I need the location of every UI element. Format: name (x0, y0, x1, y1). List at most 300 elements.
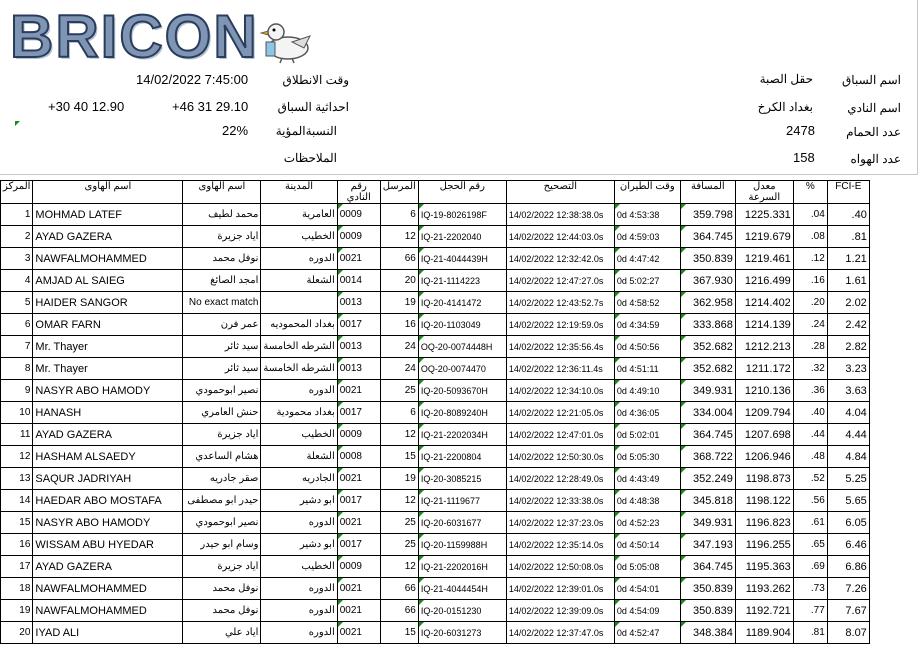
cell-club-number: 0017 (337, 534, 380, 556)
cell-city: الدوره (261, 380, 337, 402)
green-corner-mark (15, 121, 20, 126)
cell-percent: .20 (793, 292, 827, 314)
cell-percent: .04 (793, 204, 827, 226)
table-row (1, 204, 870, 226)
club-value: بغداد الكرخ (757, 100, 813, 114)
cell-average-speed: 1189.904 (735, 622, 793, 644)
cell-fancier-name-en: NAWFALMOHAMMED (33, 248, 183, 270)
cell-fci-e: 5.25 (827, 468, 869, 490)
cell-corrected-time: 14/02/2022 12:37:23.0s (506, 512, 614, 534)
cell-city: الدوره (261, 248, 337, 270)
cell-fci-e: .40 (827, 204, 869, 226)
cell-fancier-name-ar: امجد الصائغ (183, 270, 261, 292)
cell-distance: 352.682 (680, 358, 735, 380)
cell-club-number: 0009 (337, 226, 380, 248)
cell-distance: 368.722 (680, 446, 735, 468)
results-table (0, 180, 870, 644)
cell-average-speed: 1192.721 (735, 600, 793, 622)
column-header-rank: المركز (1, 181, 33, 204)
column-header-flight-time: وقت الطيران (614, 181, 680, 204)
cell-average-speed: 1206.946 (735, 446, 793, 468)
cell-corrected-time: 14/02/2022 12:28:49.0s (506, 468, 614, 490)
cell-fancier-name-en: HASHAM ALSAEDY (33, 446, 183, 468)
cell-ring-number: IQ-21-2200804 (418, 446, 506, 468)
cell-rank: 2 (1, 226, 33, 248)
cell-fancier-name-en: AMJAD AL SAIEG (33, 270, 183, 292)
cell-flight-time: 0d 4:54:09 (614, 600, 680, 622)
column-header-fancier-name-ar: اسم الهاوى (183, 181, 261, 204)
cell-fci-e: .81 (827, 226, 869, 248)
table-row (1, 468, 870, 490)
cell-distance: 345.818 (680, 490, 735, 512)
fanciers-value: 158 (793, 150, 815, 165)
cell-fancier-name-ar: اياد جزيرة (183, 226, 261, 248)
cell-city: العامرية (261, 204, 337, 226)
cell-rank: 17 (1, 556, 33, 578)
cell-fancier-name-en: Mr. Thayer (33, 336, 183, 358)
cell-corrected-time: 14/02/2022 12:21:05.0s (506, 402, 614, 424)
cell-club-number: 0009 (337, 204, 380, 226)
cell-club-number: 0021 (337, 578, 380, 600)
cell-corrected-time: 14/02/2022 12:39:09.0s (506, 600, 614, 622)
column-header-distance: المسافة (680, 181, 735, 204)
cell-fci-e: 2.02 (827, 292, 869, 314)
cell-sender: 25 (380, 534, 418, 556)
cell-fci-e: 6.05 (827, 512, 869, 534)
cell-distance: 350.839 (680, 578, 735, 600)
cell-flight-time: 0d 4:36:05 (614, 402, 680, 424)
cell-fci-e: 3.63 (827, 380, 869, 402)
cell-fancier-name-en: HANASH (33, 402, 183, 424)
cell-fancier-name-ar: اياد علي (183, 622, 261, 644)
cell-distance: 349.931 (680, 512, 735, 534)
cell-corrected-time: 14/02/2022 12:32:42.0s (506, 248, 614, 270)
cell-average-speed: 1211.172 (735, 358, 793, 380)
cell-ring-number: OQ-20-0074470 (418, 358, 506, 380)
cell-sender: 66 (380, 578, 418, 600)
table-row (1, 380, 870, 402)
cell-distance: 348.384 (680, 622, 735, 644)
cell-fancier-name-en: AYAD GAZERA (33, 226, 183, 248)
cell-sender: 20 (380, 270, 418, 292)
cell-fci-e: 6.86 (827, 556, 869, 578)
cell-corrected-time: 14/02/2022 12:35:56.4s (506, 336, 614, 358)
cell-fancier-name-ar: نوفل محمد (183, 248, 261, 270)
column-header-city: المدينة (261, 181, 337, 204)
cell-percent: .28 (793, 336, 827, 358)
cell-fancier-name-ar: نصير ابوحمودي (183, 380, 261, 402)
cell-fancier-name-en: AYAD GAZERA (33, 424, 183, 446)
table-row (1, 424, 870, 446)
coord-e: +30 40 12.90 (48, 99, 125, 114)
race-label: اسم السباق (842, 73, 901, 87)
birds-value: 2478 (786, 123, 815, 138)
cell-distance: 362.958 (680, 292, 735, 314)
table-row (1, 556, 870, 578)
cell-flight-time: 0d 4:50:56 (614, 336, 680, 358)
cell-percent: .24 (793, 314, 827, 336)
table-row (1, 512, 870, 534)
cell-flight-time: 0d 5:05:30 (614, 446, 680, 468)
cell-fancier-name-en: IYAD ALI (33, 622, 183, 644)
cell-flight-time: 0d 4:54:01 (614, 578, 680, 600)
cell-sender: 12 (380, 424, 418, 446)
cell-fci-e: 2.42 (827, 314, 869, 336)
cell-fancier-name-en: NASYR ABO HAMODY (33, 512, 183, 534)
cell-average-speed: 1209.794 (735, 402, 793, 424)
cell-percent: .77 (793, 600, 827, 622)
cell-average-speed: 1216.499 (735, 270, 793, 292)
cell-average-speed: 1196.255 (735, 534, 793, 556)
cell-flight-time: 0d 4:43:49 (614, 468, 680, 490)
cell-distance: 359.798 (680, 204, 735, 226)
cell-sender: 12 (380, 226, 418, 248)
cell-rank: 4 (1, 270, 33, 292)
release-value: 14/02/2022 7:45:00 (136, 72, 249, 87)
cell-distance: 347.193 (680, 534, 735, 556)
cell-flight-time: 0d 4:58:52 (614, 292, 680, 314)
cell-rank: 12 (1, 446, 33, 468)
column-header-corrected-time: التصحيح (506, 181, 614, 204)
table-body (1, 204, 870, 644)
cell-fancier-name-ar: عمر فرن (183, 314, 261, 336)
cell-average-speed: 1196.823 (735, 512, 793, 534)
cell-club-number: 0009 (337, 556, 380, 578)
cell-rank: 5 (1, 292, 33, 314)
table-row (1, 226, 870, 248)
cell-average-speed: 1219.679 (735, 226, 793, 248)
cell-flight-time: 0d 5:02:01 (614, 424, 680, 446)
cell-distance: 333.868 (680, 314, 735, 336)
cell-ring-number: IQ-19-8026198F (418, 204, 506, 226)
cell-ring-number: IQ-21-2202016H (418, 556, 506, 578)
table-row (1, 270, 870, 292)
cell-ring-number: IQ-21-2202034H (418, 424, 506, 446)
cell-percent: .16 (793, 270, 827, 292)
table-row (1, 534, 870, 556)
pigeon-icon (258, 16, 314, 64)
cell-sender: 6 (380, 204, 418, 226)
cell-distance: 350.839 (680, 600, 735, 622)
cell-fancier-name-ar: نوفل محمد (183, 578, 261, 600)
cell-ring-number: IQ-20-1159988H (418, 534, 506, 556)
cell-ring-number: IQ-20-5093670H (418, 380, 506, 402)
cell-distance: 364.745 (680, 556, 735, 578)
cell-sender: 15 (380, 622, 418, 644)
column-header-fci-e: FCI-E (827, 181, 869, 204)
cell-corrected-time: 14/02/2022 12:33:38.0s (506, 490, 614, 512)
cell-average-speed: 1207.698 (735, 424, 793, 446)
cell-corrected-time: 14/02/2022 12:47:01.0s (506, 424, 614, 446)
table-row (1, 446, 870, 468)
cell-ring-number: IQ-20-6031273 (418, 622, 506, 644)
cell-fancier-name-ar: سيد ثائر (183, 336, 261, 358)
cell-corrected-time: 14/02/2022 12:35:14.0s (506, 534, 614, 556)
cell-sender: 24 (380, 358, 418, 380)
cell-flight-time: 0d 5:02:27 (614, 270, 680, 292)
cell-club-number: 0021 (337, 622, 380, 644)
cell-ring-number: IQ-21-1119677 (418, 490, 506, 512)
cell-distance: 352.249 (680, 468, 735, 490)
cell-sender: 66 (380, 248, 418, 270)
cell-fancier-name-ar: محمد لطيف (183, 204, 261, 226)
cell-sender: 24 (380, 336, 418, 358)
cell-corrected-time: 14/02/2022 12:43:52.7s (506, 292, 614, 314)
cell-fci-e: 4.44 (827, 424, 869, 446)
table-row (1, 358, 870, 380)
cell-percent: .73 (793, 578, 827, 600)
cell-city: بغداد محمودية (261, 402, 337, 424)
cell-city: ابو دشير (261, 490, 337, 512)
cell-corrected-time: 14/02/2022 12:44:03.0s (506, 226, 614, 248)
cell-fancier-name-ar: حيدر ابو مصطفى (183, 490, 261, 512)
cell-percent: .40 (793, 402, 827, 424)
cell-flight-time: 0d 4:47:42 (614, 248, 680, 270)
cell-sender: 15 (380, 446, 418, 468)
cell-fancier-name-en: Mr. Thayer (33, 358, 183, 380)
cell-sender: 25 (380, 380, 418, 402)
cell-club-number: 0008 (337, 446, 380, 468)
cell-flight-time: 0d 5:05:08 (614, 556, 680, 578)
release-label: وقت الانطلاق (282, 73, 349, 87)
cell-distance: 350.839 (680, 248, 735, 270)
cell-flight-time: 0d 4:52:23 (614, 512, 680, 534)
cell-average-speed: 1212.213 (735, 336, 793, 358)
cell-city: الخطيب (261, 226, 337, 248)
cell-flight-time: 0d 4:53:38 (614, 204, 680, 226)
cell-percent: .32 (793, 358, 827, 380)
bricon-logo: BRICON (8, 6, 308, 66)
cell-corrected-time: 14/02/2022 12:19:59.0s (506, 314, 614, 336)
cell-fci-e: 1.21 (827, 248, 869, 270)
cell-rank: 10 (1, 402, 33, 424)
cell-city: الدوره (261, 622, 337, 644)
cell-rank: 3 (1, 248, 33, 270)
race-value: حقل الصبة (759, 72, 813, 86)
cell-city (261, 292, 337, 314)
cell-club-number: 0017 (337, 402, 380, 424)
cell-average-speed: 1198.122 (735, 490, 793, 512)
cell-fancier-name-ar: اياد جزيرة (183, 556, 261, 578)
column-header-ring-number: رقم الحجل (418, 181, 506, 204)
cell-fancier-name-ar: هشام الساعدي (183, 446, 261, 468)
cell-corrected-time: 14/02/2022 12:34:10.0s (506, 380, 614, 402)
cell-city: الخطيب (261, 556, 337, 578)
percent-value: 22% (222, 123, 249, 138)
cell-average-speed: 1214.139 (735, 314, 793, 336)
cell-fancier-name-en: NASYR ABO HAMODY (33, 380, 183, 402)
cell-fancier-name-en: WISSAM ABU HYEDAR (33, 534, 183, 556)
cell-rank: 20 (1, 622, 33, 644)
cell-percent: .52 (793, 468, 827, 490)
cell-club-number: 0017 (337, 314, 380, 336)
cell-percent: .69 (793, 556, 827, 578)
club-label: اسم النادي (847, 101, 901, 115)
cell-rank: 18 (1, 578, 33, 600)
cell-city: الشعلة (261, 446, 337, 468)
table-row (1, 622, 870, 644)
cell-average-speed: 1198.873 (735, 468, 793, 490)
cell-club-number: 0021 (337, 468, 380, 490)
cell-club-number: 0021 (337, 512, 380, 534)
cell-flight-time: 0d 4:52:47 (614, 622, 680, 644)
cell-ring-number: IQ-20-6031677 (418, 512, 506, 534)
table-row (1, 248, 870, 270)
cell-city: الخطيب (261, 424, 337, 446)
table-row (1, 600, 870, 622)
cell-distance: 334.004 (680, 402, 735, 424)
cell-fancier-name-ar: سيد ثائر (183, 358, 261, 380)
cell-fancier-name-ar: صقر جادريه (183, 468, 261, 490)
table-row (1, 336, 870, 358)
coords-label: احداثية السباق (277, 100, 349, 114)
cell-city: الشرطه الخامسة (261, 358, 337, 380)
cell-average-speed: 1195.363 (735, 556, 793, 578)
cell-fancier-name-ar: حنش العامري (183, 402, 261, 424)
cell-fancier-name-en: NAWFALMOHAMMED (33, 578, 183, 600)
cell-fancier-name-ar: وسام ابو حيدر (183, 534, 261, 556)
cell-fancier-name-en: NAWFALMOHAMMED (33, 600, 183, 622)
cell-city: الدوره (261, 578, 337, 600)
cell-sender: 12 (380, 556, 418, 578)
cell-average-speed: 1210.136 (735, 380, 793, 402)
cell-rank: 14 (1, 490, 33, 512)
cell-fci-e: 1.61 (827, 270, 869, 292)
cell-corrected-time: 14/02/2022 12:50:08.0s (506, 556, 614, 578)
cell-corrected-time: 14/02/2022 12:38:38.0s (506, 204, 614, 226)
cell-percent: .08 (793, 226, 827, 248)
cell-fci-e: 6.46 (827, 534, 869, 556)
cell-fancier-name-en: HAEDAR ABO MOSTAFA (33, 490, 183, 512)
cell-ring-number: IQ-20-1103049 (418, 314, 506, 336)
cell-distance: 367.930 (680, 270, 735, 292)
cell-percent: .65 (793, 534, 827, 556)
table-row (1, 314, 870, 336)
cell-flight-time: 0d 4:50:14 (614, 534, 680, 556)
cell-fci-e: 7.67 (827, 600, 869, 622)
cell-ring-number: IQ-20-0151230 (418, 600, 506, 622)
cell-club-number: 0009 (337, 424, 380, 446)
cell-rank: 11 (1, 424, 33, 446)
cell-fancier-name-en: MOHMAD LATEF (33, 204, 183, 226)
cell-fancier-name-ar: نصير ابوحمودي (183, 512, 261, 534)
cell-corrected-time: 14/02/2022 12:47:27.0s (506, 270, 614, 292)
cell-average-speed: 1214.402 (735, 292, 793, 314)
cell-city: الشرطه الخامسة (261, 336, 337, 358)
cell-percent: .56 (793, 490, 827, 512)
percent-label: النسبةالمؤية (275, 124, 337, 138)
coord-n: +46 31 29.10 (172, 99, 249, 114)
cell-ring-number: IQ-20-4141472 (418, 292, 506, 314)
cell-rank: 6 (1, 314, 33, 336)
cell-city: ابو دشير (261, 534, 337, 556)
cell-rank: 1 (1, 204, 33, 226)
cell-flight-time: 0d 4:48:38 (614, 490, 680, 512)
table-row (1, 578, 870, 600)
cell-fancier-name-ar: اياد جزيرة (183, 424, 261, 446)
table-row (1, 402, 870, 424)
birds-label: عدد الحمام (846, 125, 901, 139)
cell-sender: 25 (380, 512, 418, 534)
cell-flight-time: 0d 4:49:10 (614, 380, 680, 402)
cell-sender: 16 (380, 314, 418, 336)
cell-corrected-time: 14/02/2022 12:39:01.0s (506, 578, 614, 600)
cell-ring-number: IQ-21-4044454H (418, 578, 506, 600)
cell-club-number: 0021 (337, 600, 380, 622)
cell-corrected-time: 14/02/2022 12:50:30.0s (506, 446, 614, 468)
cell-percent: .61 (793, 512, 827, 534)
cell-fci-e: 8.07 (827, 622, 869, 644)
cell-city: الدوره (261, 600, 337, 622)
cell-ring-number: IQ-21-1114223 (418, 270, 506, 292)
cell-average-speed: 1219.461 (735, 248, 793, 270)
cell-city: الدوره (261, 512, 337, 534)
cell-club-number: 0013 (337, 336, 380, 358)
cell-rank: 9 (1, 380, 33, 402)
cell-rank: 19 (1, 600, 33, 622)
cell-fci-e: 7.26 (827, 578, 869, 600)
cell-fancier-name-ar: No exact match (183, 292, 261, 314)
cell-ring-number: OQ-20-0074448H (418, 336, 506, 358)
cell-sender: 6 (380, 402, 418, 424)
cell-rank: 7 (1, 336, 33, 358)
cell-city: الشعلة (261, 270, 337, 292)
cell-fci-e: 4.84 (827, 446, 869, 468)
report-header (0, 0, 918, 175)
table-row (1, 490, 870, 512)
cell-ring-number: IQ-20-3085215 (418, 468, 506, 490)
fanciers-label: عدد الهواه (850, 152, 901, 166)
cell-city: الجادريه (261, 468, 337, 490)
cell-club-number: 0013 (337, 292, 380, 314)
cell-percent: .44 (793, 424, 827, 446)
table-row (1, 292, 870, 314)
cell-sender: 19 (380, 468, 418, 490)
cell-average-speed: 1225.331 (735, 204, 793, 226)
cell-fancier-name-en: OMAR FARN (33, 314, 183, 336)
cell-distance: 364.745 (680, 226, 735, 248)
cell-city: بغداد المحموديه (261, 314, 337, 336)
cell-fci-e: 2.82 (827, 336, 869, 358)
cell-club-number: 0014 (337, 270, 380, 292)
cell-percent: .81 (793, 622, 827, 644)
cell-sender: 12 (380, 490, 418, 512)
cell-flight-time: 0d 4:51:11 (614, 358, 680, 380)
cell-corrected-time: 14/02/2022 12:37:47.0s (506, 622, 614, 644)
cell-percent: .48 (793, 446, 827, 468)
cell-percent: .12 (793, 248, 827, 270)
cell-club-number: 0017 (337, 490, 380, 512)
notes-label: الملاحظات (283, 151, 337, 165)
cell-rank: 16 (1, 534, 33, 556)
cell-club-number: 0021 (337, 380, 380, 402)
cell-rank: 8 (1, 358, 33, 380)
cell-club-number: 0021 (337, 248, 380, 270)
cell-sender: 66 (380, 600, 418, 622)
cell-sender: 19 (380, 292, 418, 314)
cell-ring-number: IQ-21-4044439H (418, 248, 506, 270)
column-header-average-speed: معدل السرعة (735, 181, 793, 204)
column-header-club-number: رقم النادي (337, 181, 380, 204)
cell-flight-time: 0d 4:34:59 (614, 314, 680, 336)
cell-fancier-name-en: AYAD GAZERA (33, 556, 183, 578)
cell-fci-e: 5.65 (827, 490, 869, 512)
cell-ring-number: IQ-20-8089240H (418, 402, 506, 424)
cell-ring-number: IQ-21-2202040 (418, 226, 506, 248)
cell-distance: 352.682 (680, 336, 735, 358)
cell-percent: .36 (793, 380, 827, 402)
cell-average-speed: 1193.262 (735, 578, 793, 600)
